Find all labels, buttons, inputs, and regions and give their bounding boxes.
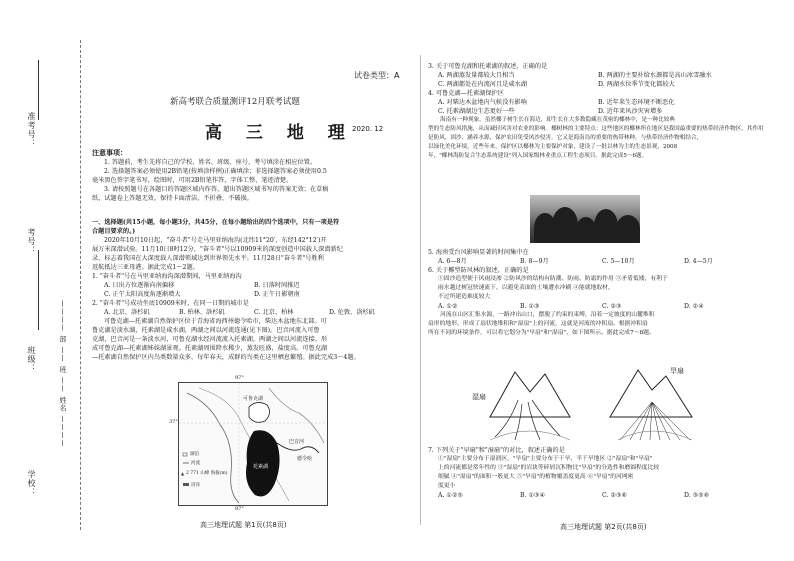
question-7: 7. 下列关于"早扇"和"湿扇"的对比，叙述正确的是 (428, 447, 565, 454)
right-column-bottom (428, 446, 768, 500)
q7-option-c: C. ②③⑥ (602, 492, 628, 499)
label-lat: 37° (169, 419, 178, 425)
q7-line: ①"湿扇"主要分布于湿润区，"旱扇"主要分布于干旱、半干旱地区 ②"湿扇"和"旱扇" (438, 456, 653, 462)
q3-option-d: D. 两湖水位季节变化都较大 (598, 81, 675, 88)
q4-option-c: C. 托素湖湖边生态更好一些 (438, 108, 515, 115)
q7-line: 细腻 ④"湿扇"的面积一般更大 ⑤"旱扇"的植物覆盖度更高 ⑥"旱扇"的河网密 (438, 474, 634, 480)
right-column-top (428, 62, 768, 161)
question-3: 3. 关于可鲁克湖和托素湖的叙述，正确的是 (428, 63, 548, 70)
para4-line: 河流在山区汇集水源，一路冲出山口，摆脱了约束的束缚，沿着一定坡度的山麓堆积 (440, 312, 655, 318)
gutter-exam-no: 准考号： (27, 112, 36, 148)
q3-option-c: C. 两湖都处在内流河且是咸水湖 (438, 81, 527, 88)
intro-line: 2020年10月10日起，"奋斗者"号走马里亚纳海沟(北纬11°20′，东经142°12′)开 (104, 237, 327, 244)
q7-options (428, 491, 768, 500)
gutter-name-line (38, 60, 39, 120)
q1-option-b: B. 日落时间推迟 (254, 282, 300, 289)
q1-option-c: C. 正午太阳高度角逐渐增大 (104, 291, 181, 298)
para4-line: 所在不同的环境条件，可以将它划分为"早扇"和"湿扇"，如下图所示。据此完成7～8题。 (428, 330, 655, 336)
photo-tree (616, 215, 640, 243)
page-title: 高 三 地 理 (205, 123, 354, 143)
q7-line: 上的河流都是常年性的 ③"湿扇"的岩块等碎屑沉积物比"旱扇"的分选性和磨圆程度比较 (438, 465, 660, 471)
section-heading-cont: 合题目要求的。) (92, 228, 136, 235)
dry-fan-edge (618, 431, 692, 440)
notice-heading: 注意事项： (92, 148, 127, 157)
q3-option-a: A. 两湖蒸发量都较大且相当 (438, 72, 515, 79)
q5-option-a: A. 6—8月 (438, 258, 467, 265)
mountain-right (610, 370, 692, 417)
paper-type: 试卷类型：A (354, 71, 400, 80)
q6-line: 雨水越过树冠快速流下，以避免表面的土壤遭水冲刷 ④能就地取材， (438, 285, 614, 291)
gutter-fold-line (80, 40, 81, 530)
q5-options (428, 257, 768, 266)
label-city: 德令哈 (297, 456, 313, 462)
alluvial-fan-diagram (470, 362, 710, 442)
para2-line: 成可鲁克湖—托素湖姊妹湖景观。托素湖周围降水稀少，蒸发旺盛，盐度高。可鲁克湖 (92, 345, 328, 352)
notice-line: 2. 选择题答案必须使用2B铅笔(按填涂样例)正确填涂；非选择题答案必须使用0.5 (104, 168, 327, 175)
q7-option-d: D. ③⑤⑥ (684, 492, 710, 499)
intro-line: 展万米深潜试验。11月10日8时12分，"奋斗者"号以10909米的深度创造中国载人深潜新纪 (92, 246, 343, 253)
q5-option-c: C. 5—10月 (602, 258, 635, 265)
q7-option-b: B. ①③④ (520, 492, 546, 499)
q6-options (428, 302, 768, 311)
para3-line: 是防风、固沙、涵养水源，保护农田免受风沙侵害。它又是海南岛的重要的热带林种，与热带经济作物相结合， (428, 135, 703, 141)
question-6: 6. 关于椰型防风林的叙述，正确的是 (428, 267, 529, 274)
q6-option-a: A. ①② (438, 303, 458, 310)
gutter-mid-labels: ———— 部 —— 班 —— 姓名 ———— (59, 300, 67, 448)
para4-line: 扇形的地形，形成了扇状地堆积和"湿扇"上的河流，这就是河流的冲积扇。根据冲积扇 (428, 321, 648, 327)
q4-option-a: A. 对柴达木盆地内气候没有影响 (438, 99, 527, 106)
notice-line: 3. 请按照题号在各题目的答题区域内作答，超出答题区域书写的答案无效；在草稿 (104, 186, 329, 193)
exam-date: 2020. 12 (352, 125, 384, 133)
para3-line: 海南有一种现象，虽然椰子树生长在海边，却生长在大多数隐藏在茂密的椰林中，是一种比较典 (440, 117, 675, 123)
q6-option-c: C. ②③ (602, 303, 622, 310)
question-1: 1. "奋斗者"号在马里亚纳海沟深潜期间，马里亚纳海沟 (92, 273, 242, 280)
para2-line: 可鲁克湖—托素湖自然保护区位于青海省海西州德令哈市，柴达木盆地东北部。可 (104, 318, 327, 325)
legend-river: 河流 (191, 461, 200, 466)
label-dry-fan: 旱扇 (670, 367, 684, 375)
q1-options-2 (92, 290, 414, 299)
column-divider (420, 55, 421, 525)
label-river: 巴音河 (289, 439, 305, 445)
label-lon-bottom: 97° (235, 506, 244, 512)
section-1 (92, 218, 414, 362)
gutter-class: 班级： (27, 346, 36, 373)
windbreak-photo (530, 195, 640, 243)
notice-line: 1. 答题前，考生先将自己的学校、姓名、班级、座号、考号填涂在相应位置。 (104, 159, 317, 166)
label-wet-fan: 湿扇 (472, 393, 486, 401)
intro-line: 返航抵达三亚母港。据此完成1～2题。 (92, 264, 199, 271)
q1-option-a: A. 日出方位逐渐向南偏移 (104, 282, 175, 289)
q6-option-b: B. ①③ (520, 303, 540, 310)
q4-options-2 (428, 107, 768, 116)
para2-line: 克湖，巴音河是一条淡水河，可鲁克湖水经河流流入托素湖，两湖之间以河流连接。形 (92, 336, 328, 343)
page-footer-left: 高三地理试题 第1页(共8页) (200, 521, 287, 529)
q1-options (92, 281, 414, 290)
q2-option-b: B. 柏林、洛杉矶 (179, 309, 225, 316)
q4-option-b: B. 近年来生态环境不断恶化 (598, 99, 675, 106)
q3-options (428, 71, 768, 80)
q5-option-d: D. 4—5月 (684, 258, 713, 265)
exam-name: 新高考联合质量测评12月联考试题 (170, 97, 300, 107)
gutter-name: 考号： (27, 228, 36, 255)
intro-line: 录，标志着我国在大深度载人深潜领域达到世界领先水平。11月28日"奋斗者"号胜利 (92, 255, 324, 262)
gutter-school: 学校： (27, 470, 36, 497)
question-4: 4. 可鲁克湖—托素湖保护区 (428, 90, 504, 97)
q7-option-a: A. ①②⑤ (438, 492, 464, 499)
right-column-mid (428, 248, 768, 338)
label-lon-top: 97° (235, 375, 244, 381)
legend-lake-swatch (183, 453, 187, 456)
lake-keluke (249, 402, 270, 422)
contour-line (269, 388, 324, 443)
q1-option-d: D. 正午日影朝南 (254, 291, 300, 298)
notice-block (92, 148, 414, 203)
q2-options (92, 308, 414, 317)
label-lake-tuosu: 托素湖 (253, 464, 269, 470)
gutter-class-line (38, 250, 39, 330)
question-5: 5. 海南受台风影响显著的时间集中在 (428, 249, 529, 256)
page-footer-right: 高三地理试题 第2页(共8页) (560, 523, 647, 531)
question-2: 2. "奋斗者"号成功坐底10909米时，在同一日期的城市是 (92, 300, 249, 307)
q2-option-d: D. 伦敦、洛杉矶 (329, 309, 375, 316)
wet-fan-edge (490, 431, 570, 440)
para2-line: —托素湖自然保护区内鸟类数量众多，每年春天，成群的鸟类在这里栖息繁殖。据此完成3～4题。 (92, 354, 360, 361)
notice-line: 纸、试题卷上答题无效。保持卡面清洁，不折叠、不破损。 (92, 195, 253, 202)
para2-line: 鲁克湖是淡水湖，托素湖是咸水湖，两湖之间以河流连通(见下图)。巴音河流入可鲁 (92, 327, 320, 334)
notice-line: 毫米黑色签字笔书写，绘图时，可用2B铅笔作答，字体工整、笔迹清楚。 (92, 177, 293, 184)
q3-options-2 (428, 80, 768, 89)
q2-option-c: C. 北京、柏林 (254, 309, 294, 316)
q7-line: 度更小 (438, 483, 456, 489)
q5-option-b: B. 8—9月 (520, 258, 549, 265)
legend-swamp: 沼泽 (191, 483, 200, 488)
photo-tree (576, 217, 596, 243)
photo-tree (594, 209, 618, 243)
para3-line: 以绿化美化环境。近些年来，保护区以椰林为主要保护对象，建设了一批以林为主的生态景观，2008 (428, 144, 678, 150)
legend-lake: 湖泊 (190, 452, 199, 457)
q3-option-b: B. 两湖的主要补给水源都是高山冰雪融水 (598, 72, 712, 79)
q2-option-a: A. 北京、洛杉矶 (104, 309, 150, 316)
q6-line: ①固沙造型便于风雨浸渗 ②防风沙的结构有防潮、防雨、防霜的作用 ③矛盾低矮，有利于 (438, 276, 668, 282)
lake-map (169, 375, 328, 512)
q4-option-d: D. 近年来风沙灾害增多 (598, 108, 663, 115)
para3-line: 型的生态防风措施，从而减轻风害对农业的影响。椰树林的主要特点：这些地区的椰林所在地区是我国最重要的热带经济作物区，其作用 (428, 126, 764, 132)
label-lake-keluke: 可鲁克湖 (243, 396, 264, 402)
section-heading: 一、选择题(共15小题，每小题3分，共45分，在每小题给出的四个选项中，只有一项是符 (92, 219, 340, 226)
q6-option-d: D. ②④ (684, 303, 704, 310)
legend-swamp-swatch (183, 483, 189, 486)
para3-line: 年，"椰林海防复合生态系统建设"列入国家级林业重点工程生态项目。据此完成5～6题。 (428, 153, 648, 159)
legend-peak-symbol: ▲ (181, 471, 185, 476)
q6-line: 不过所建造难度较大 (438, 294, 491, 300)
legend-elevation: 2 771 山峰 海拔(m) (186, 471, 228, 476)
photo-tree (552, 207, 578, 243)
q4-options (428, 98, 768, 107)
